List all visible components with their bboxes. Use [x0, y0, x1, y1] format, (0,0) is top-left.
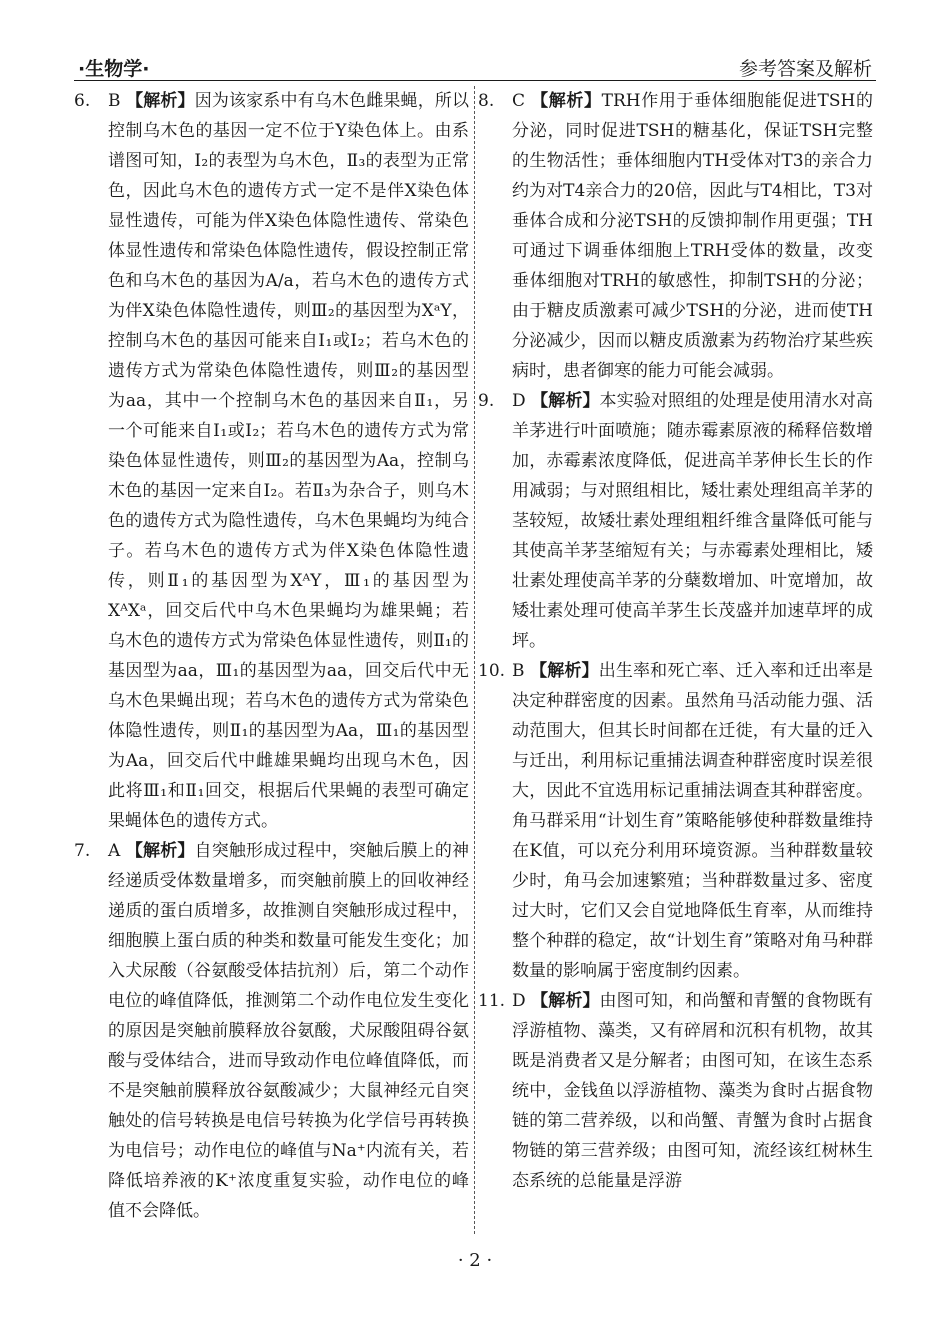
question-number: 10.: [478, 661, 506, 681]
analysis-text: 出生率和死亡率、迁入率和迁出率是决定种群密度的因素。虽然角马活动能力强、活动范围大，但其长时间都在迁徙，有大量的迁入与迁出，利用标记重捕法调查种群密度时误差很大，因此不宜选用标记重捕法调查其种群密度。角马群采用“计划生育”策略能够使种群数量维持在K值，可以充分利用环境资源。当种群数量较少时，角马会加速繁殖；当种群数量过多、密度过大时，它们又会自觉地降低生育率，从而维持整个种群的稳定，故“计划生育”策略对角马种群数量的影响属于密度制约因素。: [512, 661, 874, 981]
analysis-tag: 【解析】: [531, 391, 600, 411]
answer-letter: B: [512, 661, 525, 681]
answer-item-6: [74, 86, 469, 836]
answer-item-8: [478, 86, 873, 386]
question-number: 8.: [478, 91, 495, 111]
answer-item-11: [478, 986, 873, 1196]
section-title: 参考答案及解析: [738, 58, 872, 80]
analysis-text: 本实验对照组的处理是使用清水对高羊茅进行叶面喷施；随赤霉素原液的稀释倍数增加，赤霉素浓度降低，促进高羊茅伸长生长的作用减弱；与对照组相比，矮壮素处理组高羊茅的茎较短，故矮壮素处理组粗纤维含量降低可能与其使高羊茅茎缩短有关；与赤霉素处理相比，矮壮素处理使高羊茅的分蘖数增加、叶宽增加，故矮壮素处理可使高羊茅生长茂盛并加速草坪的成坪。: [512, 391, 874, 651]
analysis-tag: 【解析】: [531, 991, 600, 1011]
answer-item-7: [74, 836, 469, 1226]
analysis-tag: 【解析】: [531, 91, 602, 111]
left-column: [74, 86, 469, 1226]
answer-letter: D: [512, 991, 526, 1011]
subject-label: ·生物学·: [78, 58, 150, 80]
analysis-tag: 【解析】: [126, 91, 195, 111]
column-divider: [474, 86, 475, 1234]
answer-letter: B: [108, 91, 121, 111]
analysis-tag: 【解析】: [530, 661, 599, 681]
answer-letter: C: [512, 91, 526, 111]
answer-letter: A: [108, 841, 121, 861]
question-number: 7.: [74, 841, 91, 861]
question-number: 6.: [74, 91, 91, 111]
analysis-text: 因为该家系中有乌木色雌果蝇，所以控制乌木色的基因一定不位于Y染色体上。由系谱图可知，Ⅰ₂的表型为乌木色，Ⅱ₃的表型为正常色，因此乌木色的遗传方式一定不是伴X染色体显性遗传，可能为伴X染色体隐性遗传、常染色体显性遗传和常染色体隐性遗传，假设控制正常色和乌木色的基因为A/a，若乌木色的遗传方式为伴X染色体隐性遗传，则Ⅲ₂的基因型为XᵃY，控制乌木色的基因可能来自Ⅰ₁或Ⅰ₂；若乌木色的遗传方式为常染色体隐性遗传，则Ⅲ₂的基因型为aa，其中一个控制乌木色的基因来自Ⅱ₁，另一个可能来自Ⅰ₁或Ⅰ₂；若乌木色的遗传方式为常染色体显性遗传，则Ⅲ₂的基因型为Aa，控制乌木色的基因一定来自Ⅰ₂。若Ⅱ₃为杂合子，则乌木色的遗传方式为隐性遗传，乌木色果蝇均为纯合子。若乌木色的遗传方式为伴X染色体隐性遗传，则Ⅱ₁的基因型为XᴬY，Ⅲ₁的基因型为XᴬXᵃ，回交后代中乌木色果蝇均为雄果蝇；若乌木色的遗传方式为常染色体显性遗传，则Ⅱ₁的基因型为aa，Ⅲ₁的基因型为aa，回交后代中无乌木色果蝇出现；若乌木色的遗传方式为常染色体隐性遗传，则Ⅱ₁的基因型为Aa，Ⅲ₁的基因型为Aa，回交后代中雌雄果蝇均出现乌木色，因此将Ⅲ₁和Ⅱ₁回交，根据后代果蝇的表型可确定果蝇体色的遗传方式。: [108, 91, 470, 831]
answer-letter: D: [512, 391, 526, 411]
analysis-text: 由图可知，和尚蟹和青蟹的食物既有浮游植物、藻类，又有碎屑和沉积有机物，故其既是消费者又是分解者；由图可知，在该生态系统中，金钱鱼以浮游植物、藻类为食时占据食物链的第二营养级，以和尚蟹、青蟹为食时占据食物链的第三营养级；由图可知，流经该红树林生态系统的总能量是浮游: [512, 991, 874, 1191]
page-header: [74, 50, 876, 81]
right-column: [478, 86, 873, 1196]
question-number: 9.: [478, 391, 495, 411]
page-number: · 2 ·: [457, 1250, 493, 1271]
answer-item-10: [478, 656, 873, 986]
analysis-text: TRH作用于垂体细胞能促进TSH的分泌，同时促进TSH的糖基化，保证TSH完整的生物活性；垂体细胞内TH受体对T3的亲合力约为对T4亲合力的20倍，因此与T4相比，T3对垂体合成和分泌TSH的反馈抑制作用更强；TH可通过下调垂体细胞上TRH受体的数量，改变垂体细胞对TRH的敏感性，抑制TSH的分泌；由于糖皮质激素可减少TSH的分泌，进而使TH分泌减少，因而以糖皮质激素为药物治疗某些疾病时，患者御寒的能力可能会减弱。: [512, 91, 874, 381]
analysis-text: 自突触形成过程中，突触后膜上的神经递质受体数量增多，而突触前膜上的回收神经递质的蛋白质增多，故推测自突触形成过程中，细胞膜上蛋白质的种类和数量可能发生变化；加入犬尿酸（谷氨酸受体拮抗剂）后，第二个动作电位的峰值降低，推测第二个动作电位发生变化的原因是突触前膜释放谷氨酸，犬尿酸阻碍谷氨酸与受体结合，进而导致动作电位峰值降低，而不是突触前膜释放谷氨酸减少；大鼠神经元自突触处的信号转换是电信号转换为化学信号再转换为电信号；动作电位的峰值与Na⁺内流有关，若降低培养液的K⁺浓度重复实验，动作电位的峰值不会降低。: [108, 841, 470, 1221]
analysis-tag: 【解析】: [125, 841, 195, 861]
question-number: 11.: [478, 991, 506, 1011]
answer-item-9: [478, 386, 873, 656]
